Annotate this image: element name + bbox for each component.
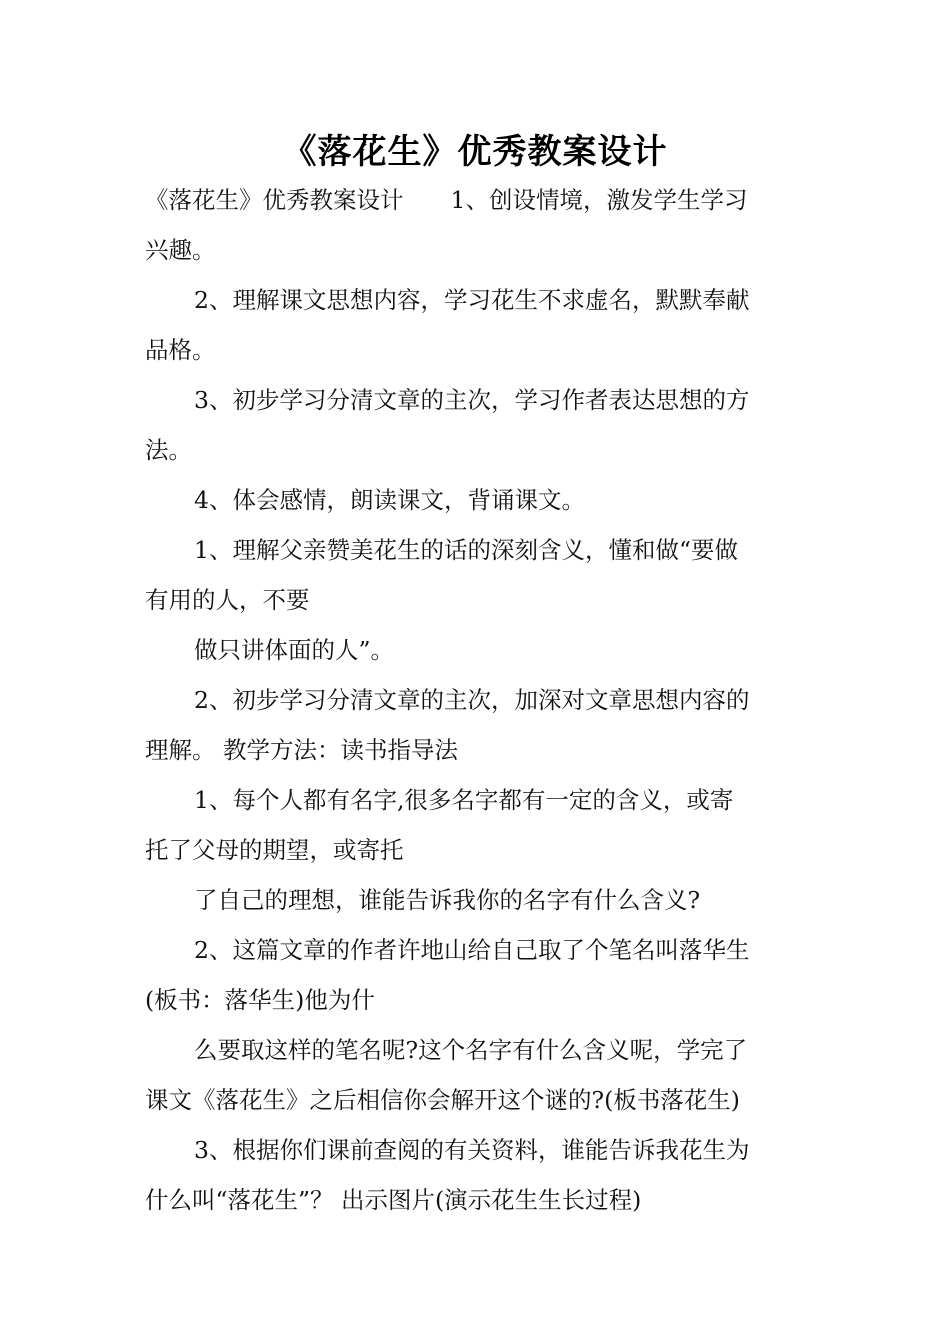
paragraph-line: 4、体会感情，朗读课文，背诵课文。: [194, 486, 585, 514]
paragraph-line: 品格。: [145, 336, 216, 364]
paragraph-line: 3、初步学习分清文章的主次，学习作者表达思想的方: [194, 386, 750, 414]
paragraph-line: 理解。 教学方法：读书指导法: [145, 736, 458, 764]
paragraph-line: 了自己的理想，谁能告诉我你的名字有什么含义?: [194, 886, 701, 914]
paragraph-line: 2、这篇文章的作者许地山给自己取了个笔名叫落华生: [194, 936, 750, 964]
document-title: 《落花生》优秀教案设计: [282, 132, 668, 172]
paragraph-line: 么要取这样的笔名呢?这个名字有什么含义呢，学完了: [194, 1036, 748, 1064]
paragraph-line: 《落花生》优秀教案设计 1、创设情境，激发学生学习: [145, 186, 748, 214]
paragraph-line: 1、理解父亲赞美花生的话的深刻含义，懂和做“要做: [194, 536, 738, 564]
paragraph-line: 什么叫“落花生”？ 出示图片(演示花生生长过程): [145, 1186, 642, 1214]
paragraph-line: 3、根据你们课前查阅的有关资料，谁能告诉我花生为: [194, 1136, 750, 1164]
paragraph-line: 课文《落花生》之后相信你会解开这个谜的?(板书落花生): [145, 1086, 740, 1114]
paragraph-line: 兴趣。: [145, 236, 216, 264]
paragraph-line: 法。: [145, 436, 192, 464]
paragraph-line: 有用的人，不要: [145, 586, 310, 614]
paragraph-line: 2、初步学习分清文章的主次，加深对文章思想内容的: [194, 686, 750, 714]
paragraph-line: 1、每个人都有名字,很多名字都有一定的含义，或寄: [194, 786, 734, 814]
paragraph-line: 做只讲体面的人”。: [194, 636, 395, 664]
paragraph-line: 托了父母的期望，或寄托: [145, 836, 404, 864]
paragraph-line: (板书：落华生)他为什: [145, 986, 375, 1014]
paragraph-line: 2、理解课文思想内容，学习花生不求虚名，默默奉献: [194, 286, 750, 314]
